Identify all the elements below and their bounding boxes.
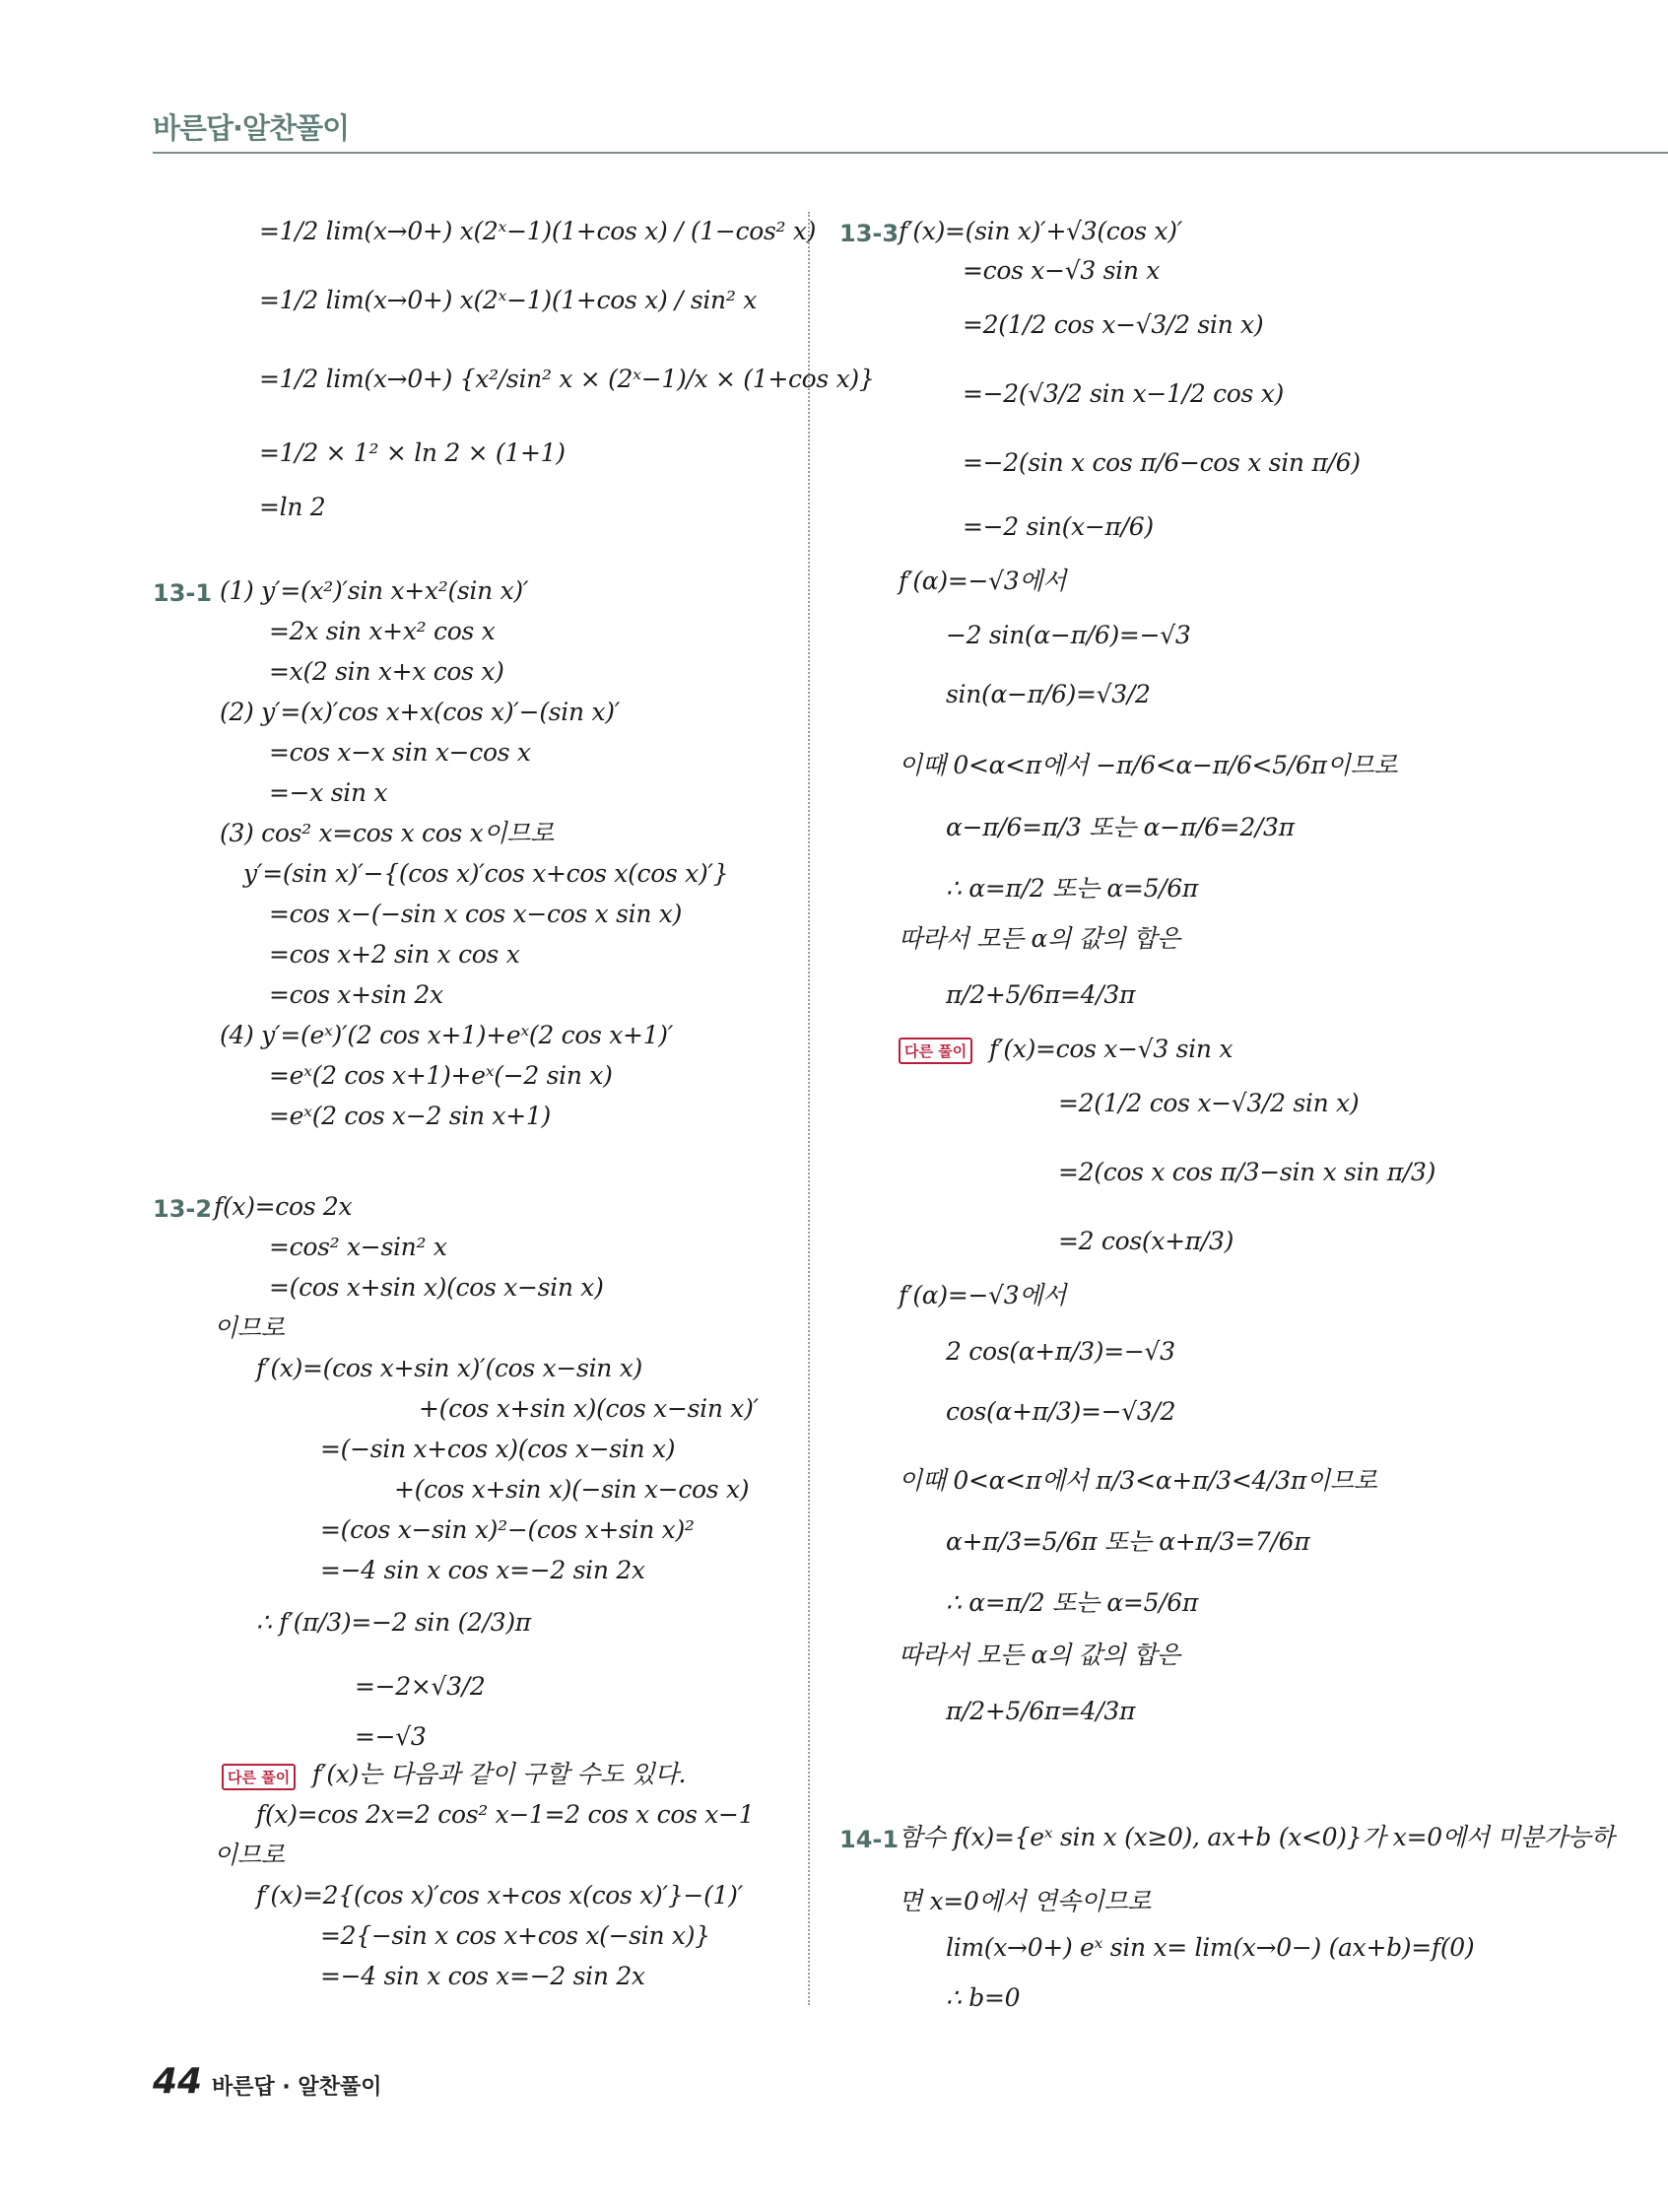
solution-line: =−4 sin x cos x=−2 sin 2x [320, 1556, 645, 1584]
solution-line: =2(1/2 cos x−√3/2 sin x) [963, 310, 1264, 339]
solution-line: =−4 sin x cos x=−2 sin 2x [320, 1962, 645, 1990]
solution-line: 따라서 모든 α의 값의 합은 [899, 1641, 1180, 1669]
header-divider [153, 152, 1668, 154]
solution-line: =2 cos(x+π/3) [1058, 1227, 1234, 1255]
solution-line: =2(1/2 cos x−√3/2 sin x) [1058, 1089, 1360, 1117]
solution-line: (3) cos² x=cos x cos x이므로 [220, 819, 555, 847]
solution-line: =cos x−√3 sin x [963, 256, 1161, 285]
solution-line: =−√3 [355, 1722, 427, 1751]
problem-label-14-1: 14-1 [839, 1826, 900, 1853]
problem-label-13-1: 13-1 [153, 579, 213, 607]
solution-line: ∴ α=π/2 또는 α=5/6π [946, 874, 1199, 903]
solution-line: (2) y′=(x)′cos x+x(cos x)′−(sin x)′ [220, 698, 621, 726]
solution-line: f′(x)=(cos x+sin x)′(cos x−sin x) [256, 1354, 642, 1382]
solution-line: f′(α)=−√3에서 [899, 1281, 1067, 1309]
solution-line: =cos² x−sin² x [269, 1233, 447, 1261]
solution-line: π/2+5/6π=4/3π [946, 980, 1136, 1009]
column-divider [808, 212, 810, 2005]
solution-line: α−π/6=π/3 또는 α−π/6=2/3π [946, 813, 1295, 841]
header-title: 바른답·알찬풀이 [153, 111, 350, 145]
solution-line: f(x)=cos 2x=2 cos² x−1=2 cos x cos x−1 [256, 1800, 755, 1829]
intro-step-3: =1/2 lim(x→0+) {x²/sin² x × (2ˣ−1)/x × (1+cos x)} [259, 365, 875, 393]
solution-line: =2{−sin x cos x+cos x(−sin x)} [320, 1921, 710, 1950]
solution-line: f′(x)는 다음과 같이 구할 수도 있다. [312, 1760, 687, 1788]
solution-line: 2 cos(α+π/3)=−√3 [946, 1337, 1175, 1366]
solution-line: ∴ b=0 [946, 1983, 1021, 2012]
solution-line: f′(x)=2{(cos x)′cos x+cos x(cos x)′}−(1)′ [256, 1881, 743, 1910]
solution-line: =cos x+sin 2x [269, 980, 443, 1009]
solution-line: =(cos x+sin x)(cos x−sin x) [269, 1273, 604, 1302]
solution-line: =eˣ(2 cos x−2 sin x+1) [269, 1102, 551, 1130]
solution-line: 이므로 [214, 1313, 285, 1342]
solution-line: =(−sin x+cos x)(cos x−sin x) [320, 1435, 676, 1463]
solution-line: =x(2 sin x+x cos x) [269, 657, 504, 686]
problem-label-13-3: 13-3 [839, 220, 900, 247]
intro-step-1: =1/2 lim(x→0+) x(2ˣ−1)(1+cos x) / (1−cos² x) [259, 217, 817, 245]
solution-line: lim(x→0+) eˣ sin x= lim(x→0−) (ax+b)=f(0) [946, 1933, 1475, 1962]
solution-line: 이때 0<α<π에서 π/3<α+π/3<4/3π이므로 [899, 1466, 1377, 1495]
solution-line: 따라서 모든 α의 값의 합은 [899, 924, 1180, 953]
solution-line: 면 x=0에서 연속이므로 [899, 1887, 1152, 1915]
solution-line: −2 sin(α−π/6)=−√3 [946, 621, 1191, 649]
solution-line: 이때 0<α<π에서 −π/6<α−π/6<5/6π이므로 [899, 751, 1398, 779]
solution-line: ∴ f′(π/3)=−2 sin (2/3)π [256, 1608, 531, 1637]
solution-line: =2(cos x cos π/3−sin x sin π/3) [1058, 1158, 1436, 1186]
solution-line: ∴ α=π/2 또는 α=5/6π [946, 1588, 1199, 1617]
solution-line: =eˣ(2 cos x+1)+eˣ(−2 sin x) [269, 1061, 613, 1090]
solution-line: +(cos x+sin x)(cos x−sin x)′ [419, 1394, 759, 1423]
solution-line: =cos x−(−sin x cos x−cos x sin x) [269, 900, 683, 928]
solution-line: =(cos x−sin x)²−(cos x+sin x)² [320, 1515, 695, 1544]
solution-line: cos(α+π/3)=−√3/2 [946, 1397, 1176, 1426]
solution-line: 이므로 [214, 1841, 285, 1869]
solution-line: sin(α−π/6)=√3/2 [946, 680, 1151, 708]
solution-line: =−2(sin x cos π/6−cos x sin π/6) [963, 448, 1361, 477]
page-number: 44 [153, 2061, 203, 2102]
solution-line: =cos x−x sin x−cos x [269, 738, 531, 767]
solution-line: =−x sin x [269, 778, 388, 807]
solution-line: (4) y′=(eˣ)′(2 cos x+1)+eˣ(2 cos x+1)′ [220, 1021, 674, 1049]
solution-line: y′=(sin x)′−{(cos x)′cos x+cos x(cos x)′} [243, 859, 729, 888]
solution-line: f(x)=cos 2x [214, 1192, 353, 1221]
footer-title: 바른답 · 알찬풀이 [212, 2075, 382, 2100]
solution-line: =−2(√3/2 sin x−1/2 cos x) [963, 379, 1284, 408]
solution-line: f′(α)=−√3에서 [899, 567, 1067, 595]
solution-line: =2x sin x+x² cos x [269, 617, 496, 645]
solution-line: +(cos x+sin x)(−sin x−cos x) [394, 1475, 750, 1504]
solution-line: 함수 f(x)={eˣ sin x (x≥0), ax+b (x<0)}가 x=0에서 미분가능하 [899, 1823, 1615, 1851]
solution-line: π/2+5/6π=4/3π [946, 1697, 1136, 1725]
solution-line: =cos x+2 sin x cos x [269, 940, 520, 969]
intro-step-5: =ln 2 [259, 493, 326, 521]
intro-step-4: =1/2 × 1² × ln 2 × (1+1) [259, 438, 566, 467]
solution-line: f′(x)=(sin x)′+√3(cos x)′ [899, 217, 1183, 245]
solution-line: =−2×√3/2 [355, 1672, 486, 1701]
solution-line: α+π/3=5/6π 또는 α+π/3=7/6π [946, 1527, 1310, 1556]
solution-line: =−2 sin(x−π/6) [963, 512, 1154, 541]
problem-label-13-2: 13-2 [153, 1195, 213, 1223]
intro-step-2: =1/2 lim(x→0+) x(2ˣ−1)(1+cos x) / sin² x [259, 286, 758, 314]
solution-line: (1) y′=(x²)′sin x+x²(sin x)′ [220, 576, 529, 605]
alternative-solution-tag: 다른 풀이 [899, 1038, 972, 1064]
solution-line: f′(x)=cos x−√3 sin x [989, 1035, 1234, 1063]
alternative-solution-tag: 다른 풀이 [222, 1764, 296, 1790]
